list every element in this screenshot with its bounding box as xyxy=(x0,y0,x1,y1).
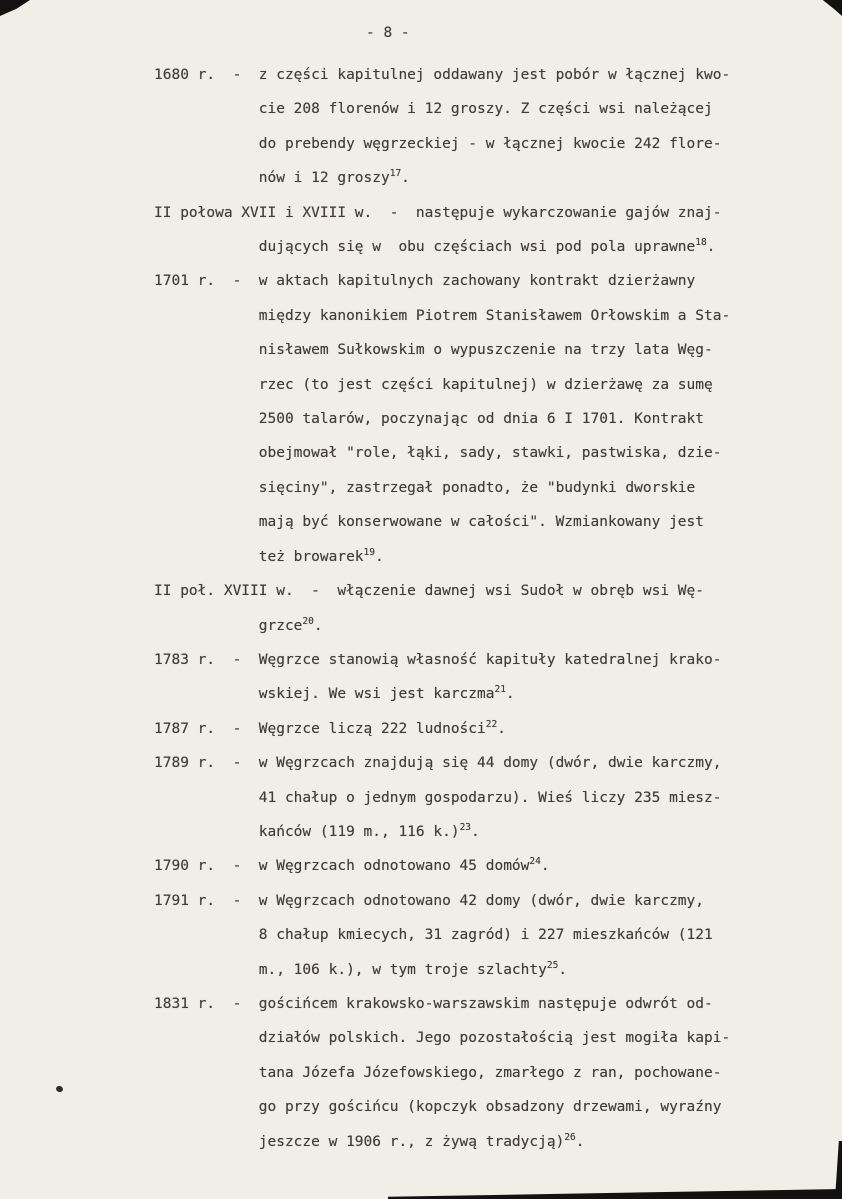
text-line: 1701 r. - w aktach kapitulnych zachowany kontrakt dzierżawny xyxy=(154,273,696,290)
timeline-entry xyxy=(154,746,730,849)
scan-artifact-right-edge xyxy=(835,1141,842,1199)
text-line: m., 106 k.), w tym troje szlachty$^{25}$. xyxy=(258,959,568,978)
text-line: go przy gościńcu (kopczyk obsadzony drzewami, wyraźny xyxy=(258,1099,722,1116)
text-line: jeszcze w 1906 r., z żywą tradycją)$^{26}$. xyxy=(258,1131,585,1150)
footnote-reference: 21 xyxy=(494,684,506,696)
text-line: obejmował "role, łąki, sady, stawki, pastwiska, dzie- xyxy=(258,445,722,462)
text-line: działów polskich. Jego pozostałością jest mogiła kapi- xyxy=(258,1030,731,1047)
footnote-reference: 19 xyxy=(363,546,375,558)
footnote-reference: 25 xyxy=(546,959,559,971)
text-line: 1680 r. - z części kapitulnej oddawany jest pobór w łącznej kwo- xyxy=(154,67,731,83)
text-line: nów i 12 groszy$^{17}$. xyxy=(258,168,410,187)
timeline-entry xyxy=(154,264,730,574)
scan-artifact-bottom-edge xyxy=(388,1189,842,1199)
scan-artifact-top-left xyxy=(0,0,30,16)
text-line: mają być konserwowane w całości". Wzmiankowany jest xyxy=(258,514,704,531)
text-line: 1831 r. - gościńcem krakowsko-warszawskim następuje odwrót od- xyxy=(154,995,713,1012)
timeline-entry xyxy=(154,712,730,746)
footnote-reference: 17 xyxy=(389,168,402,180)
footnote-reference: 24 xyxy=(529,856,541,868)
scan-artifact-top-right xyxy=(818,0,842,16)
timeline-entry xyxy=(154,849,730,883)
text-line: cie 208 florenów i 12 groszy. Z części wsi należącej xyxy=(258,101,713,118)
timeline-entry xyxy=(154,196,730,265)
timeline-entry xyxy=(154,643,730,712)
scan-artifact-ink-dot xyxy=(55,1085,64,1093)
text-line: też browarek$^{19}$. xyxy=(258,546,384,565)
document-body xyxy=(154,58,730,1159)
text-line: 1791 r. - w Węgrzcach odnotowano 42 domy (dwór, dwie karczmy, xyxy=(154,892,704,909)
footnote-reference: 18 xyxy=(695,237,707,249)
text-line: 41 chałup o jednym gospodarzu). Wieś liczy 235 miesz- xyxy=(258,789,722,806)
footnote-reference: 22 xyxy=(485,718,498,730)
footnote-reference: 23 xyxy=(459,822,472,834)
text-line: rzec (to jest części kapitulnej) w dzierżawę za sumę xyxy=(258,376,713,393)
text-line: tana Józefa Józefowskiego, zmarłego z ran, pochowane- xyxy=(258,1064,722,1081)
text-line: grzce$^{20}$. xyxy=(258,615,323,634)
text-line: między kanonikiem Piotrem Stanisławem Orłowskim a Sta- xyxy=(258,307,731,324)
text-line: II poł. XVIII w. - włączenie dawnej wsi Sudoł w obręb wsi Wę- xyxy=(154,583,704,600)
text-line: sięciny", zastrzegał ponadto, że "budynki dworskie xyxy=(258,479,696,496)
text-line: 1789 r. - w Węgrzcach znajdują się 44 domy (dwór, dwie karczmy, xyxy=(154,755,722,772)
timeline-entry xyxy=(154,58,730,196)
text-line: 8 chałup kmiecych, 31 zagród) i 227 mieszkańców (121 xyxy=(258,927,713,944)
timeline-entry xyxy=(154,884,730,987)
text-line: kańców (119 m., 116 k.)$^{23}$. xyxy=(258,822,480,840)
timeline-entry xyxy=(154,987,730,1159)
text-line: nisławem Sułkowskim o wypuszczenie na trzy lata Węg- xyxy=(258,342,713,359)
text-line: 1787 r. - Węgrzce liczą 222 ludności$^{22}$. xyxy=(154,718,506,737)
text-line: wskiej. We wsi jest karczma$^{21}$. xyxy=(258,684,515,703)
text-line: II połowa XVII i XVIII w. - następuje wykarczowanie gajów znaj- xyxy=(154,204,722,221)
page-number: - 8 - xyxy=(366,25,410,41)
text-line: dujących się w obu częściach wsi pod pola uprawne$^{18}$. xyxy=(258,237,716,256)
footnote-reference: 26 xyxy=(564,1131,576,1143)
text-line: 1783 r. - Węgrzce stanowią własność kapituły katedralnej krako- xyxy=(154,651,722,668)
text-line: do prebendy węgrzeckiej - w łącznej kwocie 242 flore- xyxy=(258,135,722,152)
text-line: 2500 talarów, poczynając od dnia 6 I 1701. Kontrakt xyxy=(258,411,704,428)
text-line: 1790 r. - w Węgrzcach odnotowano 45 domów$^{24}$. xyxy=(154,856,550,875)
timeline-entry xyxy=(154,574,730,643)
footnote-reference: 20 xyxy=(302,615,314,627)
